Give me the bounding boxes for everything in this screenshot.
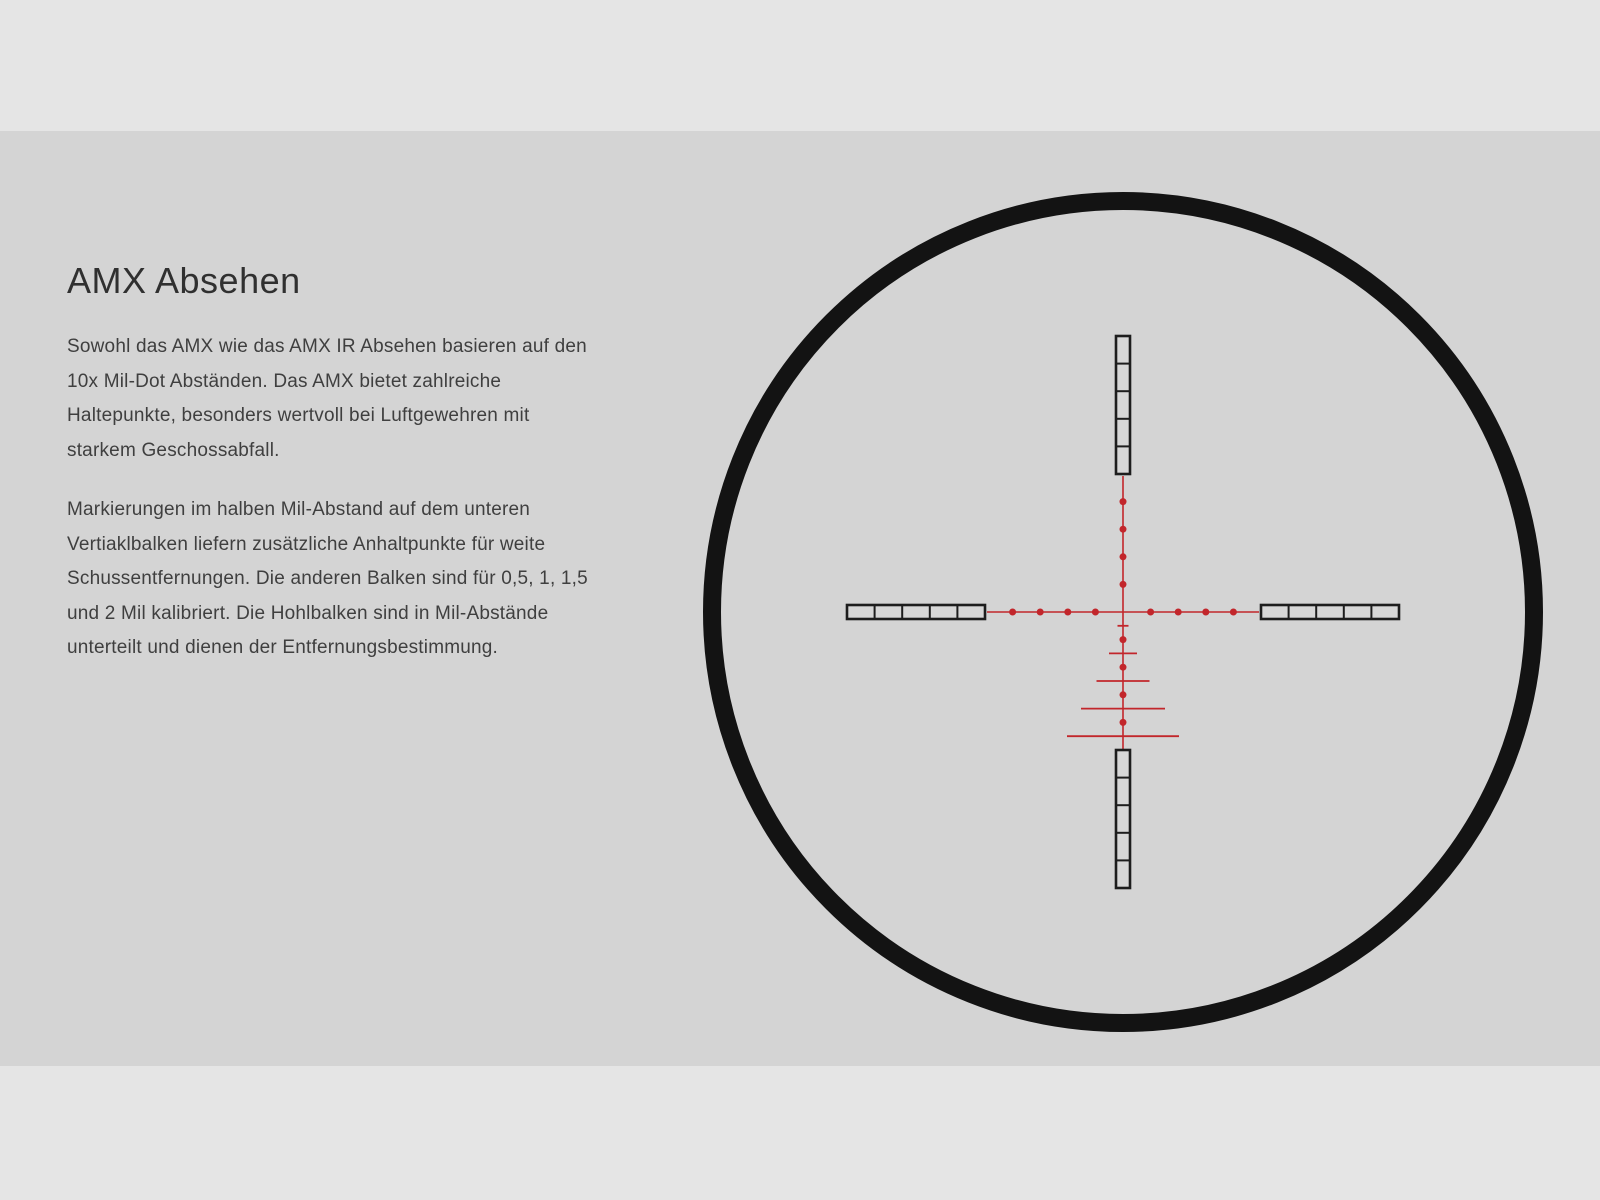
text-line: Sowohl das AMX wie das AMX IR Absehen basieren auf den — [67, 336, 587, 357]
mil-dot-down — [1120, 664, 1127, 671]
text-line: Vertiaklbalken liefern zusätzliche Anhaltpunkte für weite — [67, 533, 546, 555]
mil-dot-up — [1120, 526, 1127, 533]
text-line: und 2 Mil kalibriert. Die Hohlbalken sind in Mil-Abstände — [67, 602, 549, 624]
text-line: unterteilt und dienen der Entfernungsbestimmung. — [67, 637, 499, 658]
top-hollow-bar — [1116, 336, 1130, 474]
mil-dot-right — [1230, 609, 1237, 616]
right-hollow-bar — [1261, 605, 1399, 619]
text-line: starkem Geschossabfall. — [67, 439, 280, 461]
text-line: Haltepunkte, besonders wertvoll bei Luftgewehren mit — [67, 405, 530, 426]
mil-dot-up — [1120, 581, 1127, 588]
mil-dot-left — [1064, 609, 1071, 616]
mil-dot-down — [1120, 719, 1127, 726]
mil-dot-down — [1120, 636, 1127, 643]
mil-dot-down — [1120, 691, 1127, 698]
mil-dot-left — [1009, 609, 1016, 616]
mil-dot-right — [1202, 609, 1209, 616]
bottom-hollow-bar — [1116, 750, 1130, 888]
mil-dot-left — [1037, 609, 1044, 616]
text-line: Markierungen im halben Mil-Abstand auf dem unteren — [67, 499, 531, 520]
mil-dot-right — [1175, 609, 1182, 616]
mil-dot-right — [1147, 609, 1154, 616]
left-hollow-bar — [847, 605, 985, 619]
mil-dot-up — [1120, 553, 1127, 560]
section-title: AMX Absehen — [67, 260, 301, 301]
text-line: 10x Mil-Dot Abständen. Das AMX bietet zahlreiche — [67, 370, 502, 392]
mil-dot-left — [1092, 609, 1099, 616]
text-line: Schussentfernungen. Die anderen Balken sind für 0,5, 1, 1,5 — [67, 568, 588, 589]
mil-dot-up — [1120, 498, 1127, 505]
